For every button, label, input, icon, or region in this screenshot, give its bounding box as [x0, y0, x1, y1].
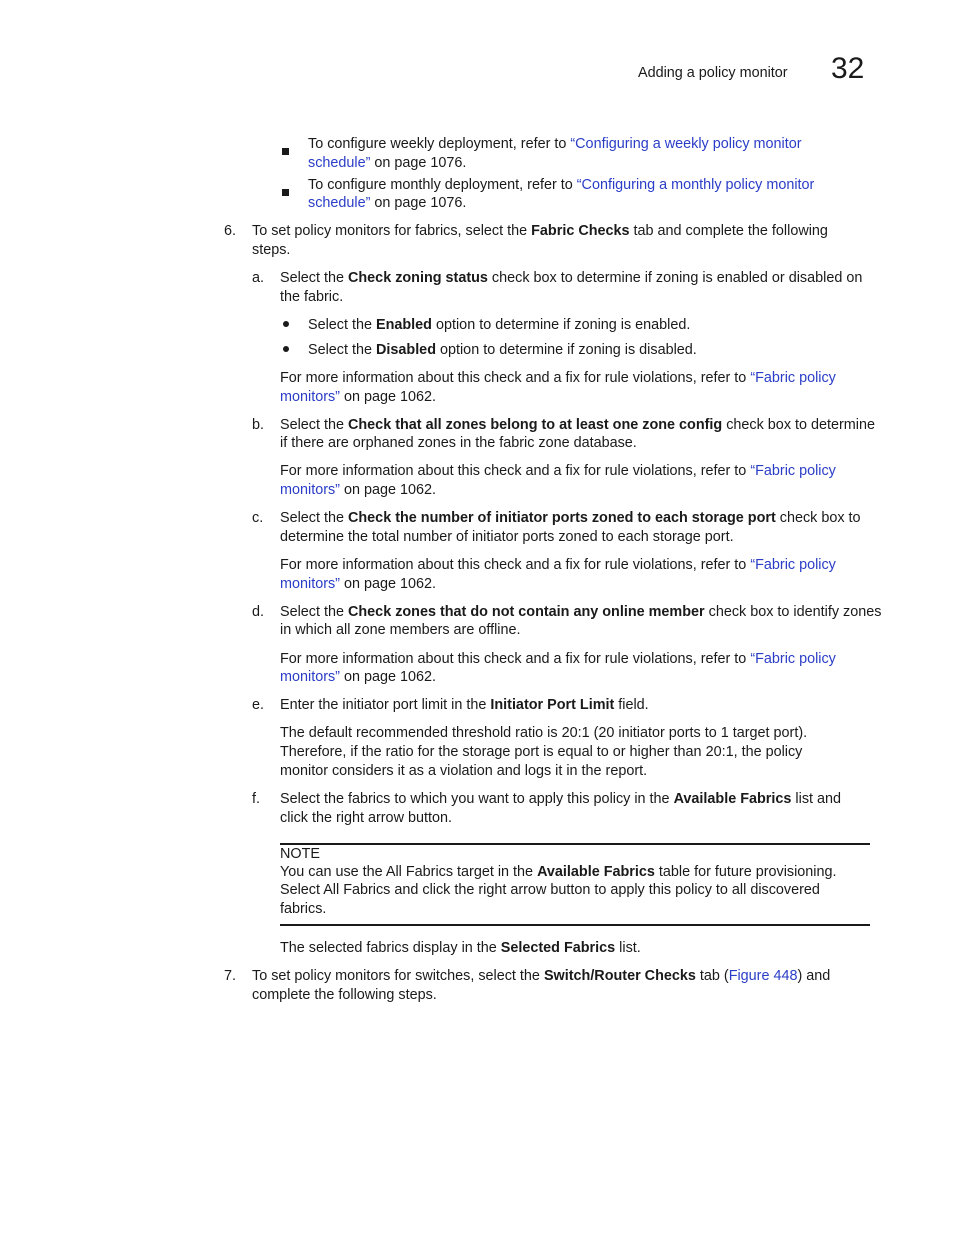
round-bullet-icon — [283, 321, 289, 327]
note-line2: Select All Fabrics and click the right arrow button to apply this policy to all discovered — [280, 882, 820, 898]
threshold-para-line3: monitor considers it as a violation and logs it in the report. — [280, 763, 648, 779]
sub-d-text: Select the Check zones that do not contain any online member check box to identify zones — [280, 604, 882, 620]
bullet-monthly: To configure monthly deployment, refer to “Configuring a monthly policy monitor — [308, 177, 815, 193]
sub-a-text: Select the Check zoning status check box to determine if zoning is enabled or disabled on — [280, 270, 863, 286]
note-label: NOTE — [280, 846, 320, 862]
monthly-schedule-link[interactable]: “Configuring a monthly policy monitor — [576, 177, 815, 193]
sub-a-letter: a. — [252, 270, 265, 286]
fabric-policy-link[interactable]: “Fabric policy — [750, 557, 836, 573]
fabric-policy-link-cont[interactable]: monitors” — [280, 669, 340, 685]
round-bullet-icon — [283, 346, 289, 352]
sub-b-text-line2: if there are orphaned zones in the fabric zone database. — [280, 435, 637, 451]
running-header-title: Adding a policy monitor — [638, 65, 788, 81]
sub-e-text: Enter the initiator port limit in the Initiator Port Limit field. — [280, 697, 649, 713]
weekly-schedule-link[interactable]: “Configuring a weekly policy monitor — [570, 136, 802, 152]
more-info-d: For more information about this check and a fix for rule violations, refer to “Fabric policy — [280, 651, 836, 667]
sub-f-text: Select the fabrics to which you want to apply this policy in the Available Fabrics list and — [280, 791, 842, 807]
more-info-a: For more information about this check and a fix for rule violations, refer to “Fabric policy — [280, 370, 836, 386]
square-bullet-icon — [282, 189, 289, 196]
note-line3: fabrics. — [280, 901, 327, 917]
bullet-weekly-line2: schedule” on page 1076. — [308, 155, 467, 171]
selected-fabrics-text: The selected fabrics display in the Selected Fabrics list. — [280, 940, 641, 956]
threshold-para-line1: The default recommended threshold ratio is 20:1 (20 initiator ports to 1 target port). — [280, 725, 808, 741]
step-7-text: To set policy monitors for switches, select the Switch/Router Checks tab (Figure 448) and — [252, 968, 831, 984]
figure-448-link[interactable]: Figure 448 — [728, 968, 798, 984]
step-7-number: 7. — [224, 968, 237, 984]
sub-a-bullet-enabled: Select the Enabled option to determine if zoning is enabled. — [308, 317, 691, 333]
more-info-c: For more information about this check and a fix for rule violations, refer to “Fabric policy — [280, 557, 836, 573]
sub-c-letter: c. — [252, 510, 264, 526]
note-line1: You can use the All Fabrics target in the Available Fabrics table for future provisioning. — [280, 864, 837, 880]
sub-c-text-line2: determine the total number of initiator ports zoned to each storage port. — [280, 529, 734, 545]
more-info-b: For more information about this check and a fix for rule violations, refer to “Fabric policy — [280, 463, 836, 479]
sub-a-bullet-disabled: Select the Disabled option to determine if zoning is disabled. — [308, 342, 697, 358]
more-info-a-line2: monitors” on page 1062. — [280, 389, 437, 405]
sub-f-letter: f. — [252, 791, 260, 807]
fabric-policy-link-cont[interactable]: monitors” — [280, 389, 340, 405]
sub-b-text: Select the Check that all zones belong to at least one zone config check box to determine — [280, 417, 875, 433]
sub-c-text: Select the Check the number of initiator ports zoned to each storage port check box to — [280, 510, 861, 526]
fabric-policy-link-cont[interactable]: monitors” — [280, 576, 340, 592]
sub-b-letter: b. — [252, 417, 265, 433]
weekly-schedule-link-cont[interactable]: schedule” — [308, 155, 371, 171]
step-6-number: 6. — [224, 223, 237, 239]
sub-e-letter: e. — [252, 697, 265, 713]
note-top-rule — [280, 843, 870, 845]
fabric-policy-link[interactable]: “Fabric policy — [750, 463, 836, 479]
square-bullet-icon — [282, 148, 289, 155]
more-info-d-line2: monitors” on page 1062. — [280, 669, 437, 685]
monthly-schedule-link-cont[interactable]: schedule” — [308, 195, 371, 211]
chapter-number: 32 — [831, 52, 865, 85]
bullet-monthly-line2: schedule” on page 1076. — [308, 195, 467, 211]
fabric-policy-link-cont[interactable]: monitors” — [280, 482, 340, 498]
step-6-text-line2: steps. — [252, 242, 291, 258]
fabric-policy-link[interactable]: “Fabric policy — [750, 651, 836, 667]
more-info-c-line2: monitors” on page 1062. — [280, 576, 437, 592]
more-info-b-line2: monitors” on page 1062. — [280, 482, 437, 498]
bullet-weekly: To configure weekly deployment, refer to “Configuring a weekly policy monitor — [308, 136, 802, 152]
sub-d-text-line2: in which all zone members are offline. — [280, 622, 521, 638]
sub-f-text-line2: click the right arrow button. — [280, 810, 452, 826]
threshold-para-line2: Therefore, if the ratio for the storage port is equal to or higher than 20:1, the policy — [280, 744, 803, 760]
note-bottom-rule — [280, 924, 870, 926]
step-7-text-line2: complete the following steps. — [252, 987, 437, 1003]
sub-a-text-line2: the fabric. — [280, 289, 344, 305]
sub-d-letter: d. — [252, 604, 265, 620]
step-6-text: To set policy monitors for fabrics, select the Fabric Checks tab and complete the following — [252, 223, 828, 239]
fabric-policy-link[interactable]: “Fabric policy — [750, 370, 836, 386]
